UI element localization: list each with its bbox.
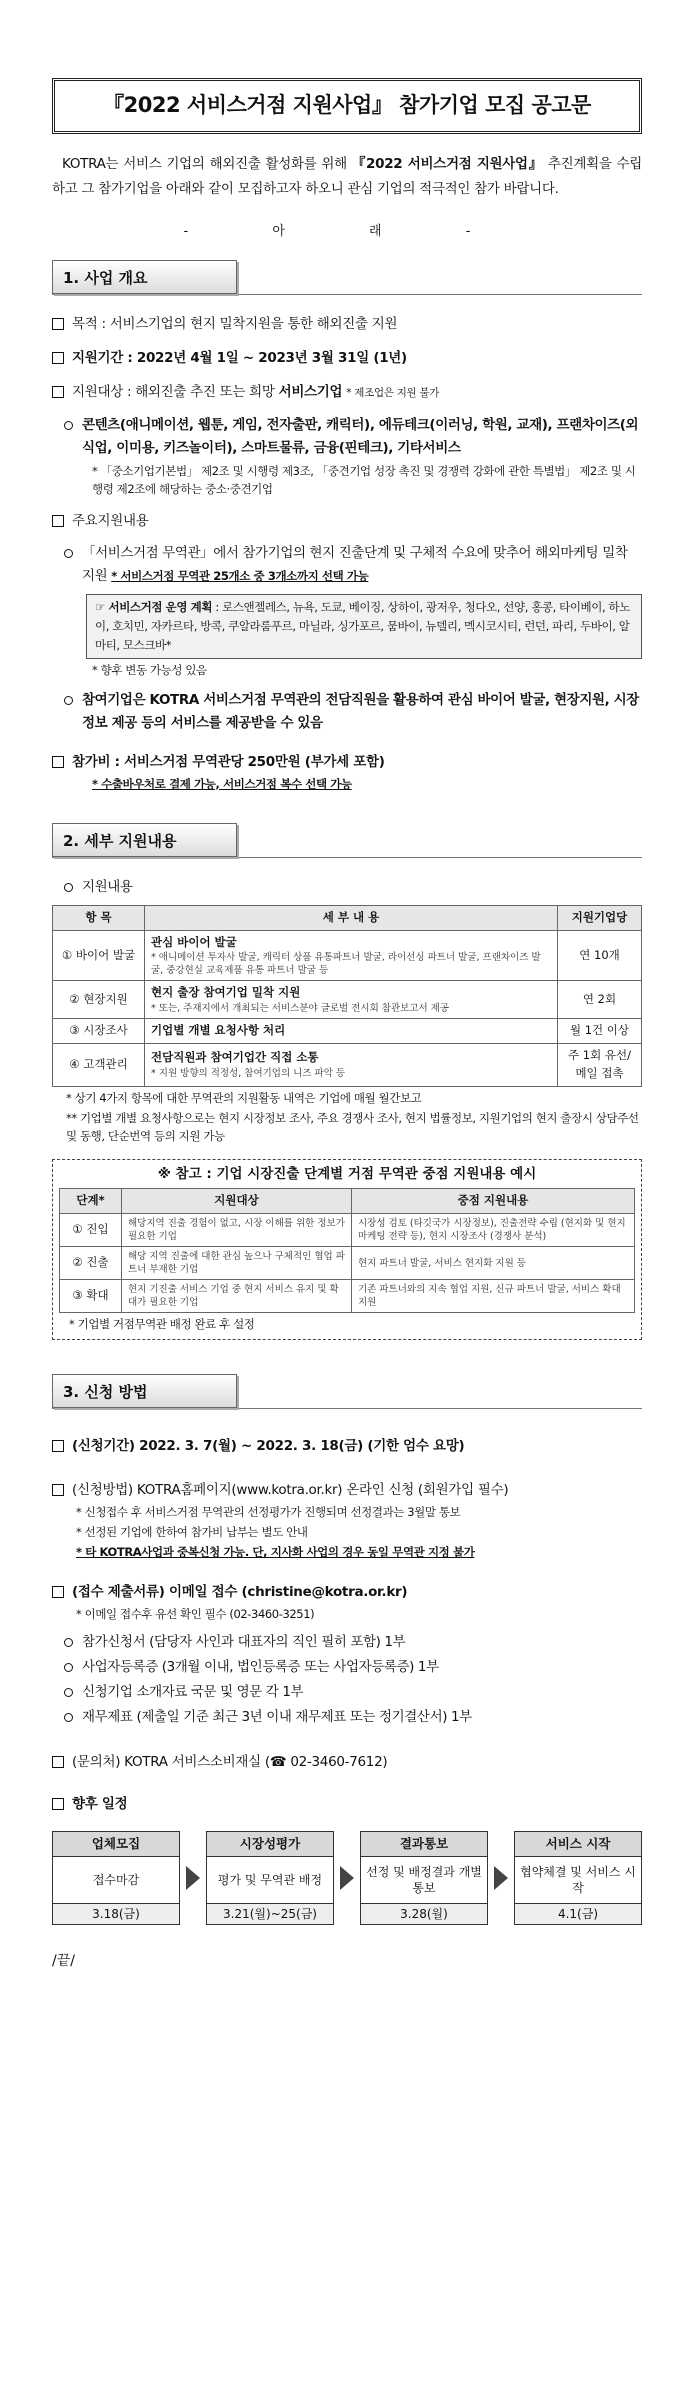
table-row <box>60 1280 635 1313</box>
table-header: 세 부 내 용 <box>145 905 558 930</box>
purpose-text: 목적 : 서비스기업의 현지 밀착지원을 통한 해외진출 지원 <box>72 315 398 332</box>
schedule-item <box>52 1793 642 1815</box>
period-text: 지원기간 : 2022년 4월 1일 ~ 2023년 3월 31일 (1년) <box>72 349 407 366</box>
checkbox-icon <box>52 515 64 527</box>
stage-cell: ② 진출 <box>60 1247 122 1280</box>
section2-heading-row <box>52 823 642 858</box>
arrow-right-icon <box>494 1866 508 1890</box>
docs-item <box>52 1581 642 1603</box>
example-table <box>59 1188 635 1313</box>
center-mark: - 아 래 - <box>183 223 511 239</box>
section1-heading-row <box>52 260 642 295</box>
docs-note: * 이메일 접수후 유선 확인 필수 (02-3460-3251) <box>76 1607 315 1622</box>
checkbox-icon <box>52 352 64 364</box>
table-cell-item: ② 현장지원 <box>53 981 145 1019</box>
section1-heading: 1. 사업 개요 <box>52 260 237 294</box>
step-head: 업체모집 <box>53 1832 179 1856</box>
checkbox-icon <box>52 318 64 330</box>
apply-period-text: (신청기간) 2022. 3. 7(월) ~ 2022. 3. 18(금) (기한 엄수 요망) <box>72 1438 465 1455</box>
intro-text-1: KOTRA는 서비스 기업의 해외진출 활성화를 위해 <box>62 155 352 172</box>
table-cell-amount: 주 1회 유선/메일 접촉 <box>558 1043 642 1086</box>
support-table <box>52 905 642 1087</box>
period-item <box>52 347 642 369</box>
table-cell-item: ④ 고객관리 <box>53 1043 145 1086</box>
apply-method-item <box>52 1479 642 1501</box>
step-body: 협약체결 및 서비스 시작 <box>520 1864 636 1895</box>
stage-cell: ③ 확대 <box>60 1280 122 1313</box>
doc-item-text: 재무제표 (제출일 기준 최근 3년 이내 재무제표 또는 정기결산서) 1부 <box>82 1709 472 1726</box>
target-cell: 해당 지역 진출에 대한 관심 높으나 구체적인 협업 파트너 부재한 기업 <box>122 1247 352 1280</box>
contact-item <box>52 1751 642 1773</box>
checkbox-icon <box>52 1440 64 1452</box>
intro-text-2: 추진계획을 수립하고 그 참가기업을 아래와 같이 모집하고자 하오니 관심 기업의 적극적인 참가 바랍니다. <box>52 155 642 197</box>
schedule-step <box>360 1831 488 1925</box>
purpose-item <box>52 313 642 335</box>
docs-text: (접수 제출서류) 이메일 접수 (christine@kotra.or.kr) <box>72 1584 408 1601</box>
schedule-flow <box>52 1831 642 1925</box>
doc-item <box>64 1656 642 1679</box>
method-note-1: * 신청접수 후 서비스거점 무역관의 선정평가가 진행되며 선정결과는 3월말 통보 <box>76 1505 461 1520</box>
circle-bullet-icon <box>64 549 73 558</box>
focus-cell: 현지 파트너 발굴, 서비스 현지화 지원 등 <box>352 1247 635 1280</box>
target-item <box>52 381 642 404</box>
table-cell-item: ③ 시장조사 <box>53 1019 145 1044</box>
circle-bullet-icon <box>64 1663 73 1672</box>
schedule-step <box>52 1831 180 1925</box>
fee-note-text: * 수출바우처로 결제 가능, 서비스거점 복수 선택 가능 <box>92 776 352 791</box>
section3-heading: 3. 신청 방법 <box>52 1374 237 1408</box>
fields-item <box>64 414 642 460</box>
table-row <box>60 1214 635 1247</box>
table-cell-amount: 연 2회 <box>558 981 642 1019</box>
circle-bullet-icon <box>64 1638 73 1647</box>
table-note-2: ** 기업별 개별 요청사항으로는 현지 시장정보 조사, 주요 경쟁사 조사, 현지 법률정보, 지원기업의 현지 출장시 상담주선 및 동행, 단순번역 등의 지원 가능 <box>66 1110 639 1143</box>
checkbox-icon <box>52 1586 64 1598</box>
table-cell-detail <box>145 981 558 1019</box>
step-head: 결과통보 <box>361 1832 487 1856</box>
table-row <box>53 981 642 1019</box>
step-date: 3.18(금) <box>53 1903 179 1925</box>
arrow-right-icon <box>186 1866 200 1890</box>
checkbox-icon <box>52 1756 64 1768</box>
support-content-text: 지원내용 <box>82 878 133 895</box>
circle-bullet-icon <box>64 1713 73 1722</box>
table-header-row <box>53 905 642 930</box>
table-header: 중점 지원내용 <box>352 1189 635 1214</box>
checkbox-icon <box>52 1798 64 1810</box>
city-label: ☞ 서비스거점 운영 계획 <box>95 599 213 614</box>
staff-item <box>64 689 642 735</box>
doc-item <box>64 1631 642 1654</box>
focus-cell: 기존 파트너와의 지속 협업 지원, 신규 파트너 발굴, 서비스 확대 지원 <box>352 1280 635 1313</box>
end-mark: /끝/ <box>52 1953 75 1970</box>
checkbox-icon <box>52 386 64 398</box>
example-note: * 기업별 거점무역관 배정 완료 후 설정 <box>69 1317 255 1332</box>
arrow-right-icon <box>340 1866 354 1890</box>
step-head: 서비스 시작 <box>515 1832 641 1856</box>
section3-heading-row <box>52 1374 642 1409</box>
target-cell: 해당지역 진출 경험이 없고, 시장 이해를 위한 정보가 필요한 기업 <box>122 1214 352 1247</box>
staff-text: 참여기업은 KOTRA 서비스거점 무역관의 전담직원을 활용하여 관심 바이어 발굴, 현장지원, 시장정보 제공 등의 서비스를 제공받을 수 있음 <box>82 691 639 731</box>
fee-item <box>52 751 642 773</box>
table-row <box>60 1247 635 1280</box>
detail-note: * 지원 방향의 적정성, 참여기업의 니즈 파악 등 <box>151 1068 346 1080</box>
table-header: 지원기업당 <box>558 905 642 930</box>
doc-item <box>64 1681 642 1704</box>
step-date: 4.1(금) <box>515 1903 641 1925</box>
table-cell-detail <box>145 930 558 981</box>
example-title: ※ 참고 : 기업 시장진출 단계별 거점 무역관 중점 지원내용 예시 <box>157 1165 537 1182</box>
target-cell: 현지 기진출 서비스 기업 중 현지 서비스 유지 및 확대가 필요한 기업 <box>122 1280 352 1313</box>
intro-paragraph <box>52 152 642 202</box>
main-support-label: 주요지원내용 <box>72 512 149 529</box>
support-content-label <box>64 876 642 899</box>
section2-heading: 2. 세부 지원내용 <box>52 823 237 857</box>
schedule-step <box>514 1831 642 1925</box>
doc-item-text: 신청기업 소개자료 국문 및 영문 각 1부 <box>82 1684 304 1701</box>
main-support-sub <box>64 542 642 588</box>
table-cell-detail <box>145 1019 558 1044</box>
table-header: 지원대상 <box>122 1189 352 1214</box>
fields-note: * 「중소기업기본법」 제2조 및 시행령 제3조, 「중견기업 성장 촉진 및 경쟁력 강화에 관한 특별법」 제2조 및 시행령 제2조에 해당하는 중소·중견기업 <box>92 463 636 496</box>
target-bold: 서비스기업 <box>278 383 343 400</box>
step-body: 평가 및 무역관 배정 <box>217 1872 323 1887</box>
city-list: : 로스앤젤레스, 뉴욕, 도쿄, 베이징, 상하이, 광저우, 청다오, 선양, 홍콩, 타이베이, 하노이, 호치민, 자카르타, 방콕, 쿠알라룸푸르, 마닐라, 싱가포르, 뭄바이, 뉴델리, 멕시코시티, 런던, 파리, 두바이, 알마티, 모스크바* <box>95 599 630 652</box>
main-support-note: * 서비스거점 무역관 25개소 중 3개소까지 선택 가능 <box>111 568 369 583</box>
step-body: 접수마감 <box>92 1872 140 1887</box>
step-head: 시장성평가 <box>207 1832 333 1856</box>
city-note: * 향후 변동 가능성 있음 <box>92 662 207 677</box>
step-body: 선정 및 배정결과 개별 통보 <box>366 1864 482 1895</box>
table-header-row <box>60 1189 635 1214</box>
detail-note: * 애니메이션 투자사 발굴, 캐릭터 상품 유통파트너 발굴, 라이선싱 파트너 발굴, 프랜차이즈 발굴, 중강현실 교육제품 유통 파트너 발굴 등 <box>151 952 541 977</box>
table-header: 항 목 <box>53 905 145 930</box>
schedule-step <box>206 1831 334 1925</box>
stage-cell: ① 진입 <box>60 1214 122 1247</box>
circle-bullet-icon <box>64 883 73 892</box>
doc-item <box>64 1706 642 1729</box>
method-note-2: * 선정된 기업에 한하여 참가비 납부는 별도 안내 <box>76 1525 308 1540</box>
method-note-3 <box>76 1543 642 1561</box>
step-date: 3.21(월)~25(금) <box>207 1903 333 1925</box>
table-row <box>53 1043 642 1086</box>
table-cell-amount: 연 10개 <box>558 930 642 981</box>
table-cell-detail <box>145 1043 558 1086</box>
main-support-text: 「서비스거점 무역관」에서 참가기업의 현지 진출단계 및 구체적 수요에 맞추어 해외마케팅 밀착 지원 <box>82 544 628 584</box>
doc-item-text: 사업자등록증 (3개월 이내, 법인등록증 또는 사업자등록증) 1부 <box>82 1659 439 1676</box>
doc-item-text: 참가신청서 (담당자 사인과 대표자의 직인 필히 포함) 1부 <box>82 1634 406 1651</box>
table-note-1: * 상기 4가지 항목에 대한 무역관의 지원활동 내역은 기업에 매월 월간보고 <box>66 1090 422 1105</box>
circle-bullet-icon <box>64 421 73 430</box>
contact-text: (문의처) KOTRA 서비스소비재실 (☎ 02-3460-7612) <box>72 1754 388 1771</box>
detail-main: 현지 출장 참여기업 밀착 지원 <box>151 985 301 1000</box>
table-header: 단계* <box>60 1189 122 1214</box>
example-box <box>52 1159 642 1341</box>
circle-bullet-icon <box>64 696 73 705</box>
checkbox-icon <box>52 756 64 768</box>
table-row <box>53 930 642 981</box>
table-row <box>53 1019 642 1044</box>
main-support-item <box>52 510 642 532</box>
city-list-box <box>86 594 642 659</box>
fee-note <box>92 775 642 793</box>
circle-bullet-icon <box>64 1688 73 1697</box>
method-note-3-text: * 타 KOTRA사업과 중복신청 가능. 단, 지사화 사업의 경우 동일 무역관 지정 불가 <box>76 1545 475 1560</box>
fields-text: 콘텐츠(애니메이션, 웹툰, 게임, 전자출판, 캐릭터), 에듀테크(이러닝, 학원, 교재), 프랜차이즈(외식업, 이미용, 키즈놀이터), 스마트물류, 금융(핀테크), 기타서비스 <box>82 416 639 456</box>
detail-note: * 또는, 주재지에서 개최되는 서비스분야 글로벌 전시회 참관보고서 제공 <box>151 1003 450 1015</box>
intro-program-name: 『2022 서비스거점 지원사업』 <box>351 155 543 172</box>
page-title: 『2022 서비스거점 지원사업』 참가기업 모집 공고문 <box>52 78 642 134</box>
target-label: 지원대상 : 해외진출 추진 또는 희망 <box>72 383 279 400</box>
step-date: 3.28(월) <box>361 1903 487 1925</box>
schedule-label: 향후 일정 <box>72 1796 128 1813</box>
checkbox-icon <box>52 1484 64 1496</box>
apply-method-text: (신청방법) KOTRA홈페이지(www.kotra.or.kr) 온라인 신청 (회원가입 필수) <box>72 1482 509 1499</box>
apply-period-item <box>52 1435 642 1457</box>
detail-main: 기업별 개별 요청사항 처리 <box>151 1023 286 1038</box>
table-cell-amount: 월 1건 이상 <box>558 1019 642 1044</box>
focus-cell: 시장성 검토 (타깃국가 시장정보), 진출전략 수립 (현지화 및 현지 마케팅 전략 등), 현지 시장조사 (경쟁사 분석) <box>352 1214 635 1247</box>
fee-text: 참가비 : 서비스거점 무역관당 250만원 (부가세 포함) <box>72 753 385 770</box>
detail-main: 전담직원과 참여기업간 직접 소통 <box>151 1050 319 1065</box>
target-note: * 제조업은 지원 불가 <box>346 386 440 399</box>
table-cell-item: ① 바이어 발굴 <box>53 930 145 981</box>
detail-main: 관심 바이어 발굴 <box>151 934 237 949</box>
